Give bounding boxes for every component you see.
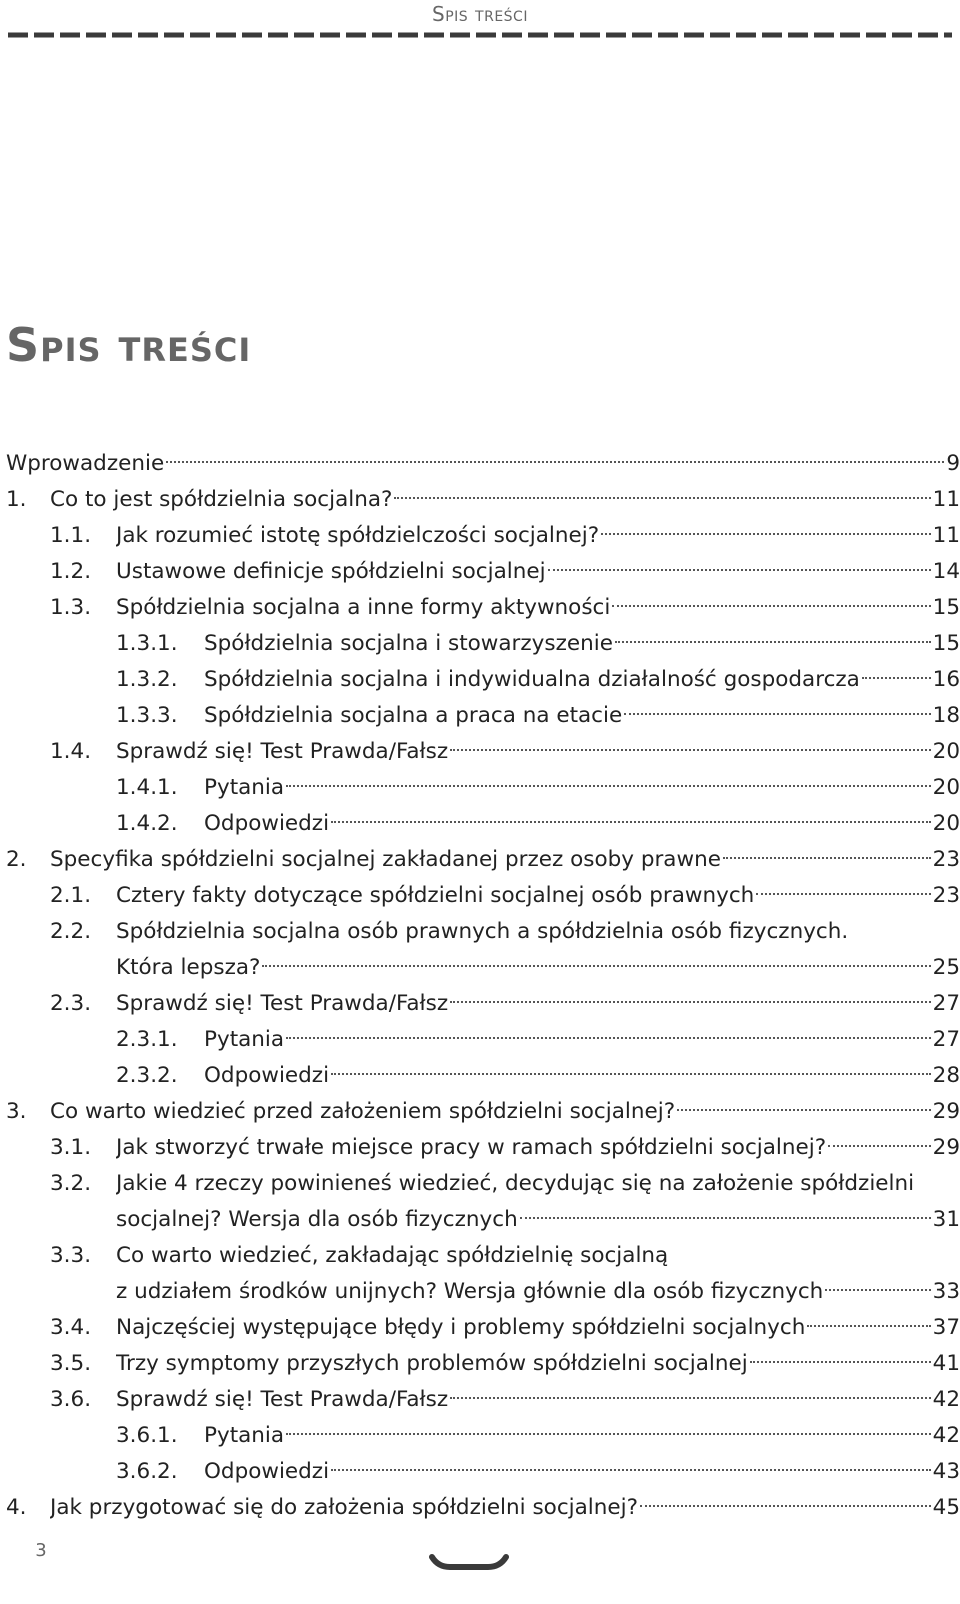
dot-leader [750,1361,931,1363]
toc-entry-page: 14 [932,559,960,584]
toc-entry-number: 1.4. [50,739,92,764]
toc-entry-page: 9 [946,451,960,476]
toc-entry-number: 1.3. [50,595,92,620]
toc-entry-page: 41 [932,1351,960,1376]
toc-entry-title: Sprawdź się! Test Prawda/Fałsz [116,991,449,1016]
toc-entry-title: Spółdzielnia socjalna a praca na etacie [204,703,623,728]
toc-entry-number: 2.1. [50,883,92,908]
table-of-contents [6,446,960,1526]
toc-entry-number: 1.4.1. [116,775,178,800]
toc-entry-title: Trzy symptomy przyszłych problemów spółdzielni socjalnej [116,1351,748,1376]
toc-entry-number: 2.3. [50,991,92,1016]
dot-leader [520,1217,931,1219]
dot-leader [615,641,931,643]
page-number: 3 [35,1540,47,1561]
toc-entry-number: 1.2. [50,559,92,584]
toc-entry[interactable] [6,1382,960,1418]
toc-entry[interactable] [6,1058,960,1094]
toc-entry-title: Wprowadzenie [6,451,165,476]
toc-entry[interactable] [6,1202,960,1238]
dot-leader [723,857,931,859]
toc-entry[interactable] [6,914,960,950]
toc-entry[interactable] [6,482,960,518]
dot-leader [166,461,944,463]
toc-entry[interactable] [6,518,960,554]
toc-entry-title: Spółdzielnia socjalna i stowarzyszenie [204,631,613,656]
toc-entry-page: 15 [932,631,960,656]
dot-leader [450,749,931,751]
toc-entry-title: Spółdzielnia socjalna i indywidualna działalność gospodarcza [204,667,860,692]
toc-entry-number: 3. [6,1099,27,1124]
toc-entry-title: Specyfika spółdzielni socjalnej zakładanej przez osoby prawne [50,847,721,872]
toc-entry[interactable] [6,986,960,1022]
toc-entry-page: 15 [932,595,960,620]
dot-leader [825,1289,930,1291]
dot-leader [601,533,931,535]
toc-entry-page: 28 [932,1063,960,1088]
toc-entry-title: Pytania [204,775,285,800]
toc-entry-title: Co warto wiedzieć przed założeniem spółdzielni socjalnej? [50,1099,676,1124]
toc-entry-title: Odpowiedzi [204,1063,330,1088]
toc-entry-number: 3.4. [50,1315,92,1340]
toc-entry-page: 31 [932,1207,960,1232]
toc-entry-title: z udziałem środków unijnych? Wersja głównie dla osób fizycznych [116,1279,824,1304]
dot-leader [450,1397,931,1399]
toc-entry-title: Sprawdź się! Test Prawda/Fałsz [116,1387,449,1412]
dashed-rule [8,32,952,38]
toc-entry-number: 4. [6,1495,27,1520]
toc-entry-number: 3.3. [50,1243,92,1268]
toc-entry-title: Sprawdź się! Test Prawda/Fałsz [116,739,449,764]
toc-entry-title: Jak przygotować się do założenia spółdzielni socjalnej? [50,1495,639,1520]
dot-leader [548,569,931,571]
page-number-ornament [428,1537,510,1573]
dot-leader [640,1505,931,1507]
toc-entry[interactable] [6,554,960,590]
toc-entry-page: 37 [932,1315,960,1340]
toc-entry-page: 20 [932,739,960,764]
running-head: Spis treści [432,2,528,26]
toc-entry-page: 23 [932,883,960,908]
toc-entry-page: 45 [932,1495,960,1520]
toc-entry[interactable] [6,842,960,878]
toc-entry-page: 20 [932,811,960,836]
toc-entry[interactable] [6,1238,960,1274]
toc-entry[interactable] [6,950,960,986]
dot-leader [286,1433,931,1435]
toc-entry[interactable] [6,1454,960,1490]
toc-entry-title: Pytania [204,1027,285,1052]
toc-entry[interactable] [6,1310,960,1346]
dot-leader [331,1469,931,1471]
toc-entry[interactable] [6,1022,960,1058]
toc-entry-page: 18 [932,703,960,728]
toc-entry-number: 3.6.1. [116,1423,178,1448]
dot-leader [862,677,931,679]
toc-entry-title: Najczęściej występujące błędy i problemy spółdzielni socjalnych [116,1315,806,1340]
toc-entry[interactable] [6,1274,960,1310]
dot-leader [286,1037,931,1039]
toc-entry[interactable] [6,1418,960,1454]
toc-entry-page: 11 [932,487,960,512]
toc-entry-page: 42 [932,1423,960,1448]
toc-entry-page: 29 [932,1135,960,1160]
toc-entry-title: Co warto wiedzieć, zakładając spółdzielnię socjalną [116,1243,669,1268]
toc-entry-page: 11 [932,523,960,548]
toc-entry-title: Odpowiedzi [204,811,330,836]
toc-entry-page: 27 [932,991,960,1016]
toc-entry-page: 33 [932,1279,960,1304]
toc-entry-number: 1.1. [50,523,92,548]
toc-entry-number: 2.2. [50,919,92,944]
toc-entry-number: 1.3.1. [116,631,178,656]
toc-entry[interactable] [6,1490,960,1526]
toc-entry-number: 3.1. [50,1135,92,1160]
toc-entry-number: 3.6.2. [116,1459,178,1484]
toc-entry-page: 27 [932,1027,960,1052]
toc-entry-number: 3.6. [50,1387,92,1412]
toc-entry-title: Co to jest spółdzielnia socjalna? [50,487,393,512]
toc-entry[interactable] [6,878,960,914]
toc-entry-title: Ustawowe definicje spółdzielni socjalnej [116,559,546,584]
toc-entry-page: 20 [932,775,960,800]
toc-entry-number: 2. [6,847,27,872]
toc-entry-number: 3.5. [50,1351,92,1376]
toc-entry-number: 3.2. [50,1171,92,1196]
toc-entry[interactable] [6,590,960,626]
toc-entry[interactable] [6,1346,960,1382]
dot-leader [262,965,930,967]
dot-leader [612,605,930,607]
toc-entry-page: 25 [932,955,960,980]
dot-leader [331,1073,931,1075]
toc-entry[interactable] [6,770,960,806]
dot-leader [807,1325,930,1327]
toc-entry-page: 16 [932,667,960,692]
toc-entry-page: 23 [932,847,960,872]
toc-entry-title: Jak rozumieć istotę spółdzielczości socjalnej? [116,523,600,548]
toc-entry[interactable] [6,662,960,698]
toc-entry-page: 42 [932,1387,960,1412]
toc-entry-title: socjalnej? Wersja dla osób fizycznych [116,1207,518,1232]
toc-entry-page: 43 [932,1459,960,1484]
dot-leader [828,1145,931,1147]
toc-entry[interactable] [6,734,960,770]
dot-leader [624,713,930,715]
toc-entry[interactable] [6,1094,960,1130]
toc-entry-number: 1.3.2. [116,667,178,692]
toc-entry-number: 1.3.3. [116,703,178,728]
toc-entry[interactable] [6,1166,960,1202]
toc-entry-title: Pytania [204,1423,285,1448]
toc-entry-title: Jakie 4 rzeczy powinieneś wiedzieć, decydując się na założenie spółdzielni [116,1171,915,1196]
toc-entry-number: 1. [6,487,27,512]
dot-leader [756,893,930,895]
toc-entry-title: Cztery fakty dotyczące spółdzielni socjalnej osób prawnych [116,883,755,908]
toc-entry[interactable] [6,698,960,734]
page-title: Spis treści [6,318,252,372]
toc-entry-number: 2.3.1. [116,1027,178,1052]
toc-entry[interactable] [6,1130,960,1166]
toc-entry-title: Jak stworzyć trwałe miejsce pracy w ramach spółdzielni socjalnej? [116,1135,827,1160]
toc-entry-title: Odpowiedzi [204,1459,330,1484]
dot-leader [677,1109,931,1111]
toc-entry-title: Która lepsza? [116,955,261,980]
toc-entry-title: Spółdzielnia socjalna osób prawnych a spółdzielnia osób fizycznych. [116,919,849,944]
toc-entry-number: 2.3.2. [116,1063,178,1088]
dot-leader [331,821,931,823]
dot-leader [394,497,930,499]
dot-leader [450,1001,931,1003]
toc-entry[interactable] [6,626,960,662]
toc-entry-title: Spółdzielnia socjalna a inne formy aktywności [116,595,611,620]
toc-entry-page: 29 [932,1099,960,1124]
dot-leader [286,785,931,787]
toc-entry-number: 1.4.2. [116,811,178,836]
toc-entry[interactable] [6,806,960,842]
toc-entry[interactable] [6,446,960,482]
